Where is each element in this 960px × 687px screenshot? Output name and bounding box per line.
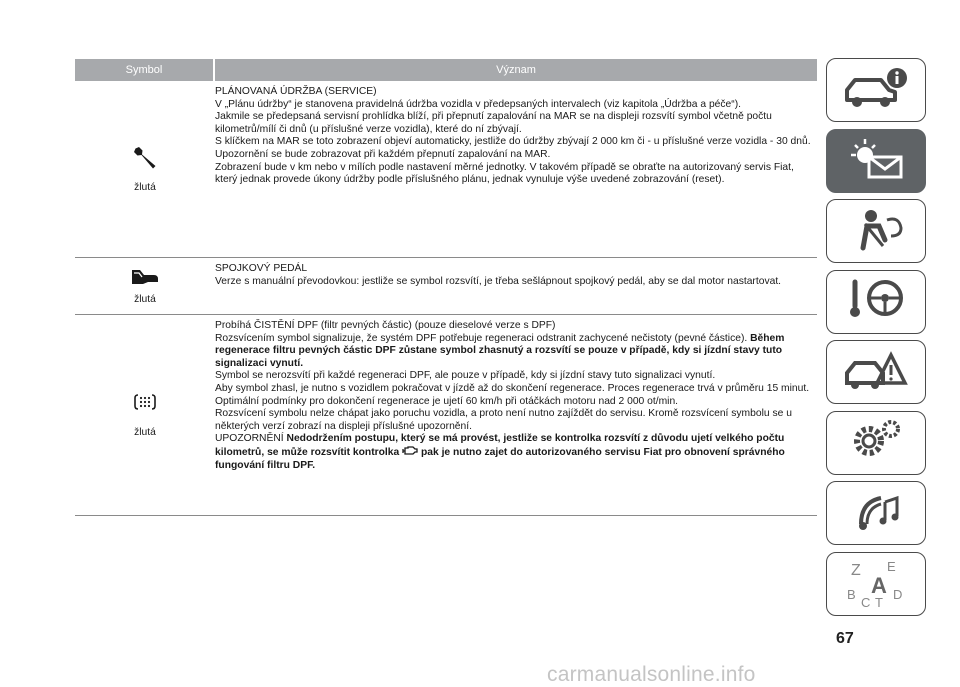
table-row bbox=[75, 81, 817, 258]
paragraph bbox=[215, 333, 817, 371]
svg-text:A: A bbox=[871, 573, 887, 598]
svg-text:E: E bbox=[887, 559, 896, 574]
car-info-icon bbox=[841, 66, 911, 115]
alphabetical-index-icon bbox=[841, 555, 911, 612]
svg-text:D: D bbox=[893, 587, 903, 602]
tab-safety[interactable] bbox=[826, 199, 926, 263]
tab-index[interactable] bbox=[826, 552, 926, 616]
paragraph: Aby symbol zhasl, je nutno s vozidlem pokračovat v jízdě až do skončení regenerace. Proces regenerace trvá v průměru 15 minut. Optimální podmínky pro dokončení regenerace je ujetí 60 km/h při otáčkách motoru nad 2 000 ot/min. bbox=[215, 382, 810, 407]
paragraph: Rozsvícení symbolu nelze chápat jako poruchu vozidla, a proto není nutno zajíždět do servisu. Kromě rozsvícení symbolu se u některých verzí zobrazí na displeji příslušné upozornění. bbox=[215, 408, 792, 432]
wrench-icon bbox=[132, 145, 158, 176]
engine-warning-icon bbox=[402, 447, 418, 458]
multimedia-icon bbox=[841, 488, 911, 539]
svg-text:B: B bbox=[847, 587, 856, 602]
chapter-tabs bbox=[826, 58, 928, 622]
row-title: SPOJKOVÝ PEDÁL bbox=[215, 263, 308, 274]
svg-text:Z: Z bbox=[851, 562, 861, 579]
warning-paragraph bbox=[215, 433, 817, 472]
paragraph: S klíčkem na MAR se toto zobrazení objeví automaticky, jestliže do údržby zbývají 2 000 km či - u příslušné verze vozidla - 30 dnů. Upozornění se bude zobrazovat při každém přepnutí zapalování na MAR. bbox=[215, 136, 811, 160]
text-bold: Během regenerace filtru pevných částic DPF zůstane symbol zhasnutý a rozsvítí se pouze v případě, kdy si jízdní stavy tuto signalizaci vynutí. bbox=[215, 332, 785, 369]
paragraph: V „Plánu údržby“ je stanovena pravidelná údržba vozidla v předepsaných intervalech (viz kapitola „Údržba a péče“). bbox=[215, 98, 741, 110]
symbol-cell bbox=[75, 81, 215, 257]
svg-text:T: T bbox=[875, 595, 883, 607]
watermark: carmanualsonline.info bbox=[547, 663, 756, 686]
tab-multimedia[interactable] bbox=[826, 481, 926, 545]
key-steering-wheel-icon bbox=[841, 276, 911, 327]
warning-light-message-icon bbox=[841, 135, 911, 186]
color-label: žlutá bbox=[134, 182, 156, 193]
meaning-cell bbox=[215, 81, 817, 257]
paragraph: Jakmile se předepsaná servisní prohlídka blíží, při přepnutí zapalování na MAR se na displeji rozsvítí symbol včetně počtu kilometrů/mílí či dnů (u příslušné verze vozidla), které do ní zbývají. bbox=[215, 111, 772, 135]
warning-text: Nedodržením postupu, který se má provést, jestliže se kontrolka rozsvítí z důvodu ujetí velkého počtu kilometrů, se může rozsvítit kontrolka bbox=[215, 433, 785, 458]
tab-maintenance[interactable] bbox=[826, 411, 926, 475]
tab-car-info[interactable] bbox=[826, 58, 926, 122]
table-row bbox=[75, 315, 817, 516]
meaning-cell bbox=[215, 258, 817, 314]
clutch-pedal-icon bbox=[130, 267, 160, 292]
row-title: PLÁNOVANÁ ÚDRŽBA (SERVICE) bbox=[215, 86, 377, 97]
color-label: žlutá bbox=[134, 294, 156, 305]
symbol-cell bbox=[75, 258, 215, 314]
warning-text: pak je nutno zajet do autorizovaného servisu Fiat pro obnovení správného fungování filtru DPF. bbox=[215, 446, 785, 471]
roadside-emergency-icon bbox=[841, 347, 911, 398]
symbol-table bbox=[75, 59, 817, 516]
warning-label: UPOZORNĚNÍ bbox=[215, 433, 287, 445]
symbol-cell bbox=[75, 315, 215, 515]
text-normal: Rozsvícením symbol signalizuje, že systém DPF potřebuje regeneraci odstranit zachycené nečistoty (pevné částice). bbox=[215, 332, 751, 344]
table-header bbox=[75, 59, 817, 81]
paragraph: Symbol se nerozsvítí při každé regeneraci DPF, ale pouze v případě, kdy si jízdní stavy tuto signalizaci vynutí. bbox=[215, 370, 716, 382]
page-number: 67 bbox=[836, 630, 854, 647]
svg-text:C: C bbox=[861, 595, 871, 607]
tab-emergency[interactable] bbox=[826, 340, 926, 404]
color-label: žlutá bbox=[134, 427, 156, 438]
meaning-cell bbox=[215, 315, 817, 515]
seatbelt-airbag-icon bbox=[841, 206, 911, 257]
tab-warning-lights[interactable] bbox=[826, 129, 926, 193]
header-symbol: Symbol bbox=[75, 59, 213, 81]
row-title: Probíhá ČISTĚNÍ DPF (filtr pevných částic) (pouze dieselové verze s DPF) bbox=[215, 320, 556, 331]
paragraph: Zobrazení bude v km nebo v mílích podle nastavení měrné jednotky. V takovém případě se obraťte na autorizovaný servis Fiat, který jednak provede úkony údržby podle příslušného plánu, jednak vynuluje výše uvedené zobrazování (reset). bbox=[215, 161, 794, 186]
maintenance-gears-icon bbox=[841, 417, 911, 468]
tab-starting-driving[interactable] bbox=[826, 270, 926, 334]
paragraph: Verze s manuální převodovkou: jestliže se symbol rozsvítí, je třeba sešlápnout spojkový pedál, aby se dal motor nastartovat. bbox=[215, 275, 782, 287]
header-meaning: Význam bbox=[215, 59, 817, 81]
table-row bbox=[75, 258, 817, 315]
dpf-filter-icon bbox=[132, 392, 158, 417]
